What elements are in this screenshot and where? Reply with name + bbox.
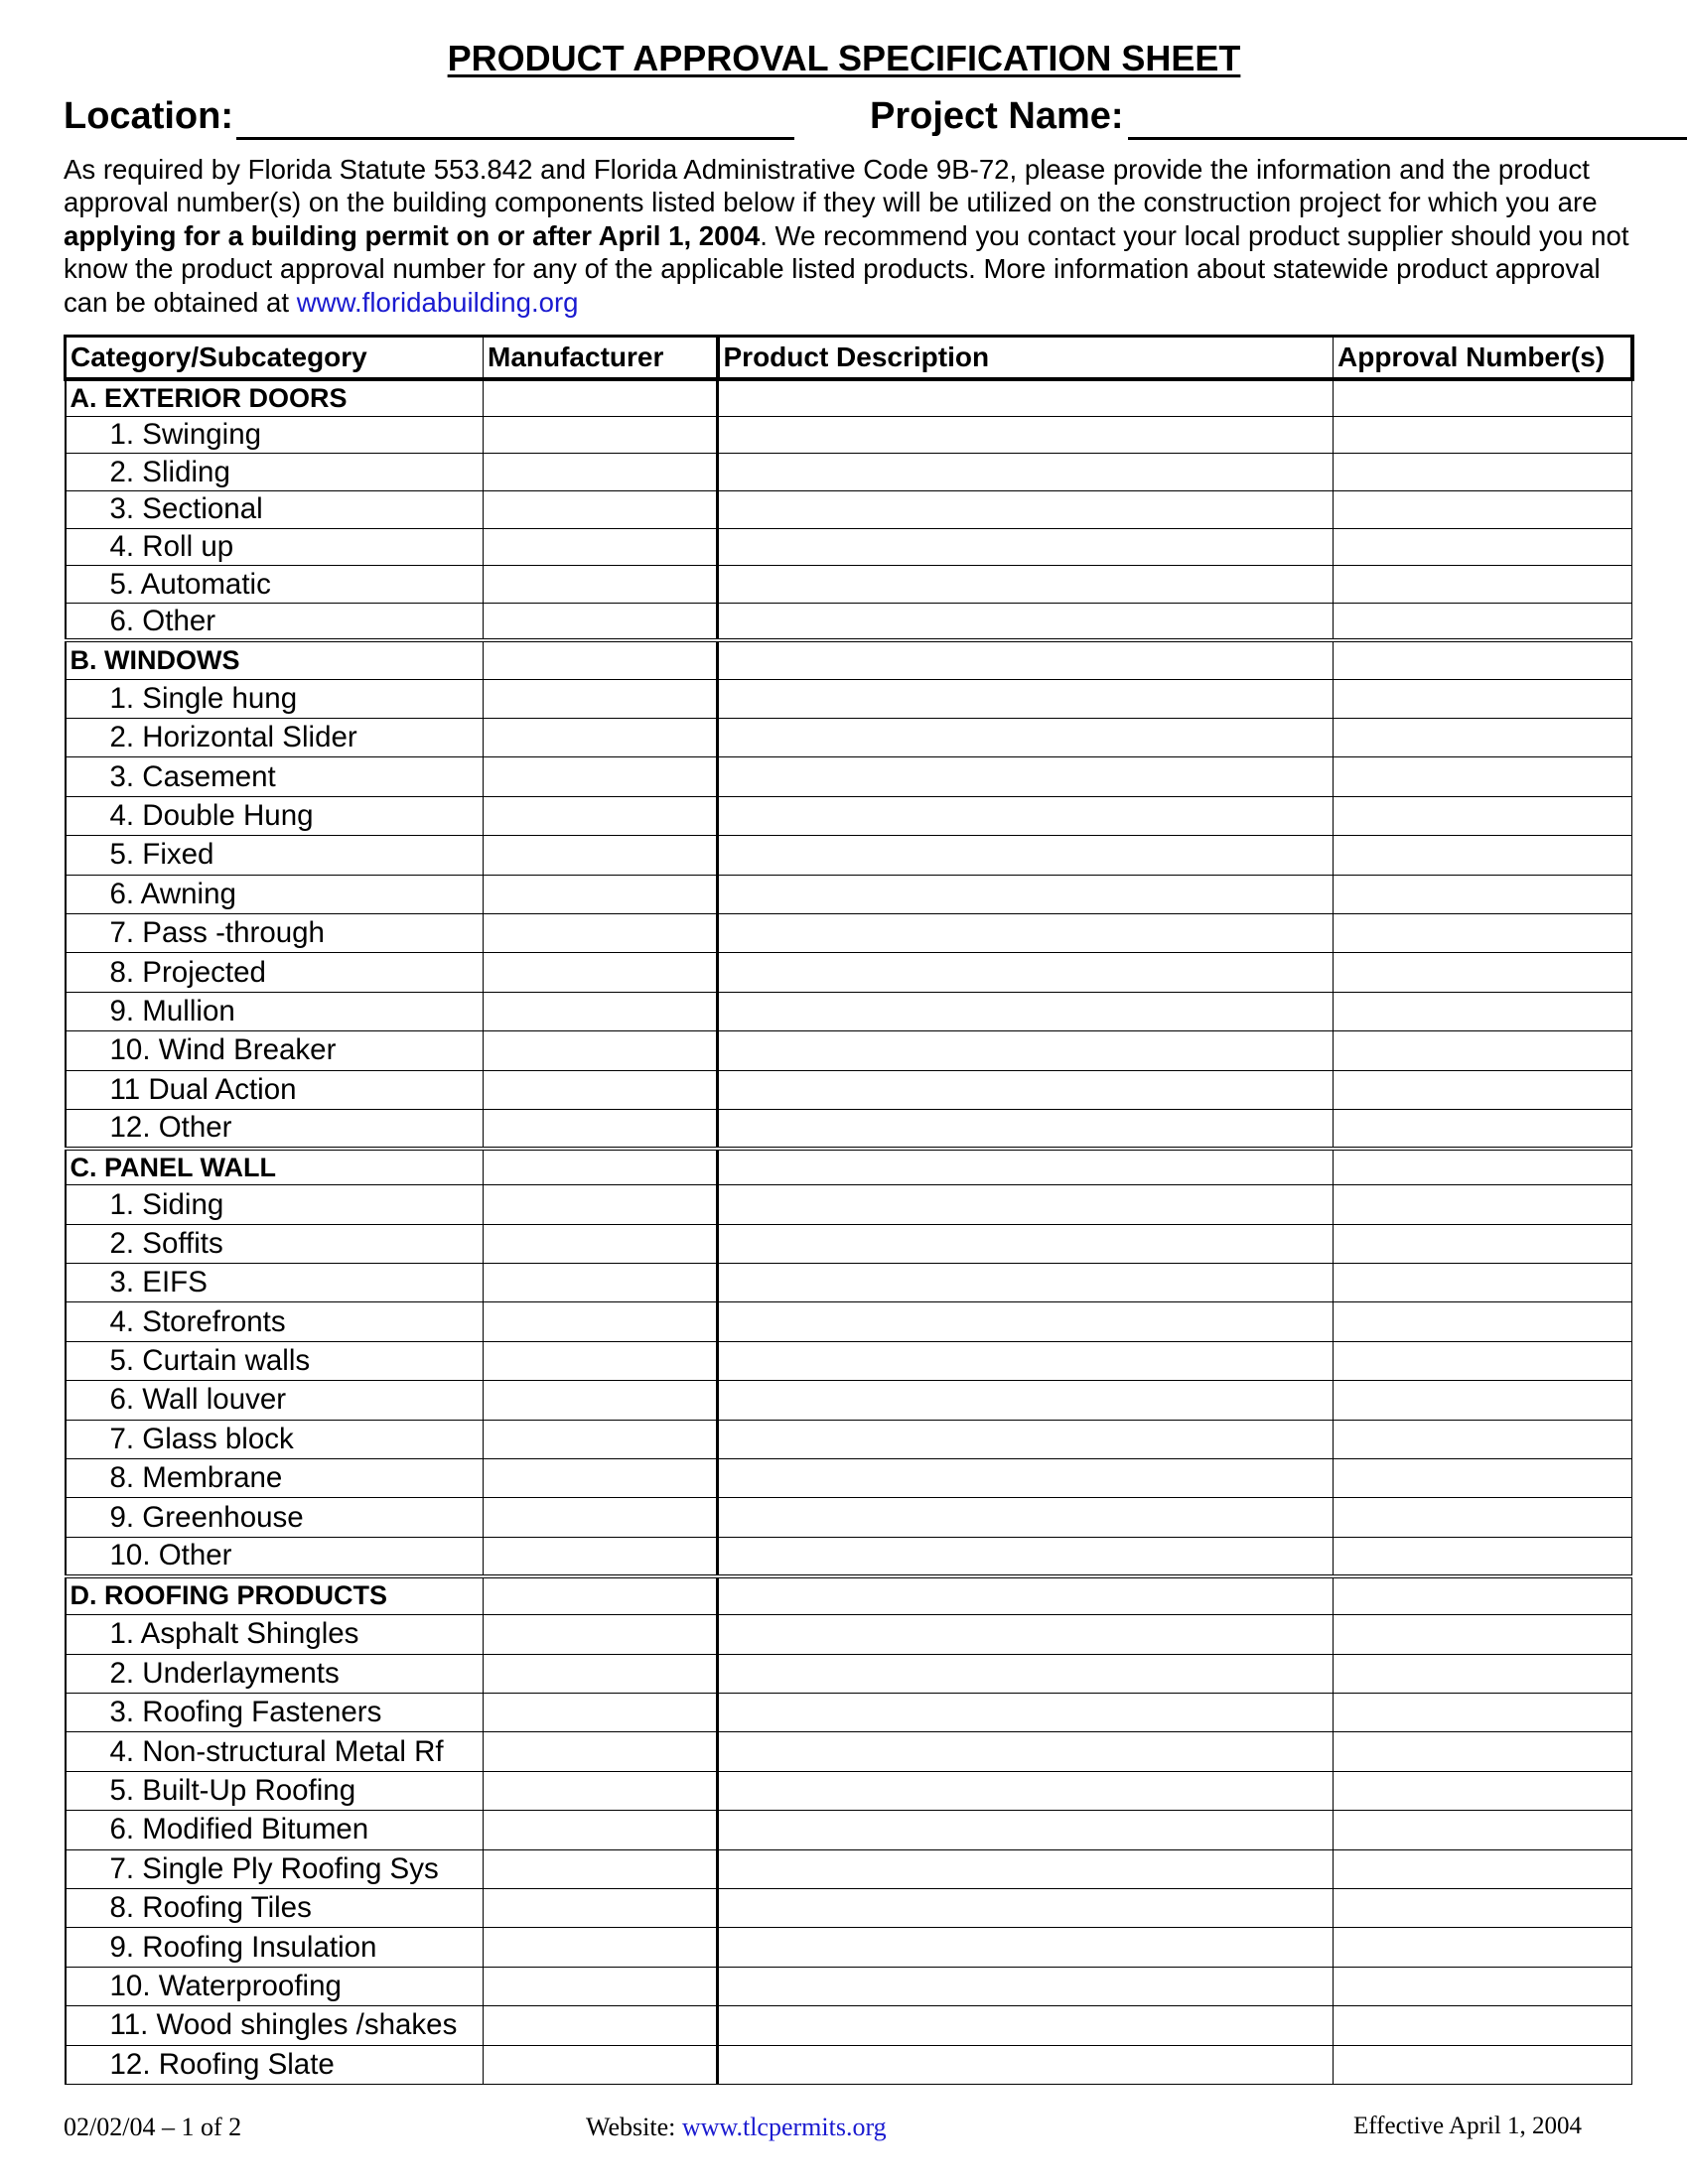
- manufacturer-cell[interactable]: [484, 379, 718, 416]
- category-name: C. PANEL WALL: [66, 1149, 484, 1185]
- subcategory-label: 1. Asphalt Shingles: [66, 1615, 484, 1654]
- manufacturer-cell[interactable]: [484, 1302, 718, 1341]
- approval-number-cell[interactable]: [1334, 1615, 1632, 1654]
- approval-number-cell[interactable]: [1334, 796, 1632, 835]
- table-row: [66, 1694, 1632, 1732]
- approval-number-cell[interactable]: [1334, 953, 1632, 992]
- approval-number-cell[interactable]: [1334, 1185, 1632, 1224]
- subcategory-label: 9. Greenhouse: [66, 1498, 484, 1537]
- category-row: [66, 1149, 1632, 1185]
- subcategory-label: 12. Other: [66, 1109, 484, 1148]
- subcategory-label: 4. Double Hung: [66, 796, 484, 835]
- product-description-cell[interactable]: [718, 528, 1334, 566]
- subcategory-label: 11. Wood shingles /shakes: [66, 2006, 484, 2045]
- subcategory-label: 2. Soffits: [66, 1224, 484, 1263]
- intro-text-2: . We recommend you contact your local product supplier should you not know the product approval number for any of the applicable listed products. More information about statewide product approval can be obtained at: [64, 219, 1629, 318]
- table-row: [66, 1771, 1632, 1810]
- subcategory-label: 4. Storefronts: [66, 1302, 484, 1341]
- subcategory-label: 2. Sliding: [66, 454, 484, 491]
- product-description-cell[interactable]: [718, 1615, 1334, 1654]
- approval-number-cell[interactable]: [1334, 1537, 1632, 1575]
- manufacturer-cell[interactable]: [484, 1537, 718, 1575]
- approval-number-cell[interactable]: [1334, 1498, 1632, 1537]
- approval-number-cell[interactable]: [1334, 1224, 1632, 1263]
- subcategory-label: 6. Awning: [66, 875, 484, 913]
- header-manufacturer: Manufacturer: [484, 337, 718, 380]
- table-row: [66, 1109, 1632, 1148]
- subcategory-label: 2. Underlayments: [66, 1654, 484, 1693]
- table-row: [66, 1849, 1632, 1888]
- manufacturer-cell[interactable]: [484, 1031, 718, 1070]
- subcategory-label: 6. Other: [66, 603, 484, 640]
- table-row: [66, 1928, 1632, 1967]
- manufacturer-cell[interactable]: [484, 2006, 718, 2045]
- footer-effective-date: Effective April 1, 2004: [1353, 2113, 1583, 2139]
- manufacturer-cell[interactable]: [484, 1888, 718, 1927]
- manufacturer-cell[interactable]: [484, 1811, 718, 1849]
- intro-bold-text: applying for a building permit on or after April 1, 2004: [64, 219, 761, 251]
- manufacturer-cell[interactable]: [484, 1341, 718, 1380]
- table-row: [66, 875, 1632, 913]
- table-row: [66, 953, 1632, 992]
- approval-number-cell[interactable]: [1334, 836, 1632, 875]
- approval-number-cell[interactable]: [1334, 640, 1632, 679]
- manufacturer-cell[interactable]: [484, 1771, 718, 1810]
- approval-number-cell[interactable]: [1334, 1381, 1632, 1420]
- subcategory-label: 8. Roofing Tiles: [66, 1888, 484, 1927]
- subcategory-label: 7. Glass block: [66, 1420, 484, 1458]
- approval-number-cell[interactable]: [1334, 454, 1632, 491]
- subcategory-label: 5. Curtain walls: [66, 1341, 484, 1380]
- product-description-cell[interactable]: [718, 454, 1334, 491]
- manufacturer-cell[interactable]: [484, 875, 718, 913]
- table-row: [66, 1888, 1632, 1927]
- product-description-cell[interactable]: [718, 875, 1334, 913]
- product-description-cell[interactable]: [718, 1888, 1334, 1927]
- approval-number-cell[interactable]: [1334, 1811, 1632, 1849]
- product-description-cell[interactable]: [718, 1381, 1334, 1420]
- subcategory-label: 4. Roll up: [66, 528, 484, 566]
- manufacturer-cell[interactable]: [484, 2045, 718, 2084]
- product-description-cell[interactable]: [718, 640, 1334, 679]
- approval-number-cell[interactable]: [1334, 913, 1632, 952]
- project-name-label: Project Name:: [870, 95, 1124, 137]
- footer-website: [586, 2113, 887, 2142]
- manufacturer-cell[interactable]: [484, 1264, 718, 1302]
- manufacturer-cell[interactable]: [484, 1967, 718, 2005]
- approval-number-cell[interactable]: [1334, 2006, 1632, 2045]
- subcategory-label: 2. Horizontal Slider: [66, 719, 484, 757]
- approval-number-cell[interactable]: [1334, 416, 1632, 454]
- product-description-cell[interactable]: [718, 1498, 1334, 1537]
- manufacturer-cell[interactable]: [484, 416, 718, 454]
- product-description-cell[interactable]: [718, 1264, 1334, 1302]
- manufacturer-cell[interactable]: [484, 992, 718, 1030]
- table-row: [66, 1381, 1632, 1420]
- product-description-cell[interactable]: [718, 1224, 1334, 1263]
- product-description-cell[interactable]: [718, 1967, 1334, 2005]
- manufacturer-cell[interactable]: [484, 1615, 718, 1654]
- footer-website-label: Website:: [586, 2113, 682, 2141]
- product-description-cell[interactable]: [718, 1771, 1334, 1810]
- product-description-cell[interactable]: [718, 1149, 1334, 1185]
- tlcpermits-link[interactable]: www.tlcpermits.org: [681, 2113, 887, 2141]
- project-name-field[interactable]: [1128, 137, 1687, 140]
- product-description-cell[interactable]: [718, 1302, 1334, 1341]
- product-description-cell[interactable]: [718, 719, 1334, 757]
- subcategory-label: 3. Sectional: [66, 490, 484, 528]
- subcategory-label: 5. Automatic: [66, 566, 484, 604]
- table-row: [66, 528, 1632, 566]
- approval-number-cell[interactable]: [1334, 566, 1632, 604]
- product-description-cell[interactable]: [718, 679, 1334, 718]
- manufacturer-cell[interactable]: [484, 528, 718, 566]
- approval-number-cell[interactable]: [1334, 379, 1632, 416]
- subcategory-label: 3. Casement: [66, 757, 484, 796]
- table-row: [66, 1302, 1632, 1341]
- product-description-cell[interactable]: [718, 1537, 1334, 1575]
- manufacturer-cell[interactable]: [484, 1109, 718, 1148]
- subcategory-label: 9. Mullion: [66, 992, 484, 1030]
- subcategory-label: 3. EIFS: [66, 1264, 484, 1302]
- manufacturer-cell[interactable]: [484, 1149, 718, 1185]
- category-row: [66, 1576, 1632, 1615]
- product-description-cell[interactable]: [718, 1459, 1334, 1498]
- approval-number-cell[interactable]: [1334, 1031, 1632, 1070]
- product-description-cell[interactable]: [718, 379, 1334, 416]
- product-description-cell[interactable]: [718, 992, 1334, 1030]
- page-title: PRODUCT APPROVAL SPECIFICATION SHEET: [447, 38, 1241, 78]
- table-row: [66, 1420, 1632, 1458]
- table-row: [66, 1070, 1632, 1109]
- table-row: [66, 2006, 1632, 2045]
- product-description-cell[interactable]: [718, 1420, 1334, 1458]
- approval-number-cell[interactable]: [1334, 1341, 1632, 1380]
- table-row: [66, 992, 1632, 1030]
- subcategory-label: 1. Swinging: [66, 416, 484, 454]
- manufacturer-cell[interactable]: [484, 566, 718, 604]
- manufacturer-cell[interactable]: [484, 836, 718, 875]
- floridabuilding-link[interactable]: www.floridabuilding.org: [296, 286, 579, 318]
- manufacturer-cell[interactable]: [484, 640, 718, 679]
- manufacturer-cell[interactable]: [484, 1459, 718, 1498]
- table-row: [66, 1498, 1632, 1537]
- approval-number-cell[interactable]: [1334, 1149, 1632, 1185]
- subcategory-label: 10. Wind Breaker: [66, 1031, 484, 1070]
- intro-paragraph: [64, 153, 1642, 319]
- table-row: [66, 1264, 1632, 1302]
- approval-number-cell[interactable]: [1334, 1264, 1632, 1302]
- manufacturer-cell[interactable]: [484, 1381, 718, 1420]
- manufacturer-cell[interactable]: [484, 1732, 718, 1771]
- approval-number-cell[interactable]: [1334, 679, 1632, 718]
- approval-number-cell[interactable]: [1334, 1694, 1632, 1732]
- table-row: [66, 1537, 1632, 1575]
- manufacturer-cell[interactable]: [484, 719, 718, 757]
- manufacturer-cell[interactable]: [484, 1185, 718, 1224]
- subcategory-label: 6. Modified Bitumen: [66, 1811, 484, 1849]
- product-description-cell[interactable]: [718, 1185, 1334, 1224]
- subcategory-label: 6. Wall louver: [66, 1381, 484, 1420]
- subcategory-label: 3. Roofing Fasteners: [66, 1694, 484, 1732]
- product-description-cell[interactable]: [718, 2045, 1334, 2084]
- product-description-cell[interactable]: [718, 603, 1334, 640]
- approval-number-cell[interactable]: [1334, 875, 1632, 913]
- table-row: [66, 1967, 1632, 2005]
- approval-number-cell[interactable]: [1334, 1109, 1632, 1148]
- subcategory-label: 10. Other: [66, 1537, 484, 1575]
- product-description-cell[interactable]: [718, 913, 1334, 952]
- manufacturer-cell[interactable]: [484, 490, 718, 528]
- approval-number-cell[interactable]: [1334, 1732, 1632, 1771]
- manufacturer-cell[interactable]: [484, 603, 718, 640]
- subcategory-label: 4. Non-structural Metal Rf: [66, 1732, 484, 1771]
- table-row: [66, 1185, 1632, 1224]
- manufacturer-cell[interactable]: [484, 1849, 718, 1888]
- approval-number-cell[interactable]: [1334, 757, 1632, 796]
- manufacturer-cell[interactable]: [484, 1498, 718, 1537]
- intro-text-1: As required by Florida Statute 553.842 and Florida Administrative Code 9B-72, please provide the information and the product approval number(s) on the building components listed below if they will be utilized on the construction project for which you are: [64, 154, 1598, 218]
- category-name: D. ROOFING PRODUCTS: [66, 1576, 484, 1615]
- table-row: [66, 836, 1632, 875]
- subcategory-label: 11 Dual Action: [66, 1070, 484, 1109]
- subcategory-label: 8. Projected: [66, 953, 484, 992]
- approval-number-cell[interactable]: [1334, 1576, 1632, 1615]
- subcategory-label: 12. Roofing Slate: [66, 2045, 484, 2084]
- approval-number-cell[interactable]: [1334, 1849, 1632, 1888]
- subcategory-label: 10. Waterproofing: [66, 1967, 484, 2005]
- approval-number-cell[interactable]: [1334, 1888, 1632, 1927]
- approval-number-cell[interactable]: [1334, 1420, 1632, 1458]
- product-description-cell[interactable]: [718, 796, 1334, 835]
- manufacturer-cell[interactable]: [484, 1224, 718, 1263]
- product-description-cell[interactable]: [718, 416, 1334, 454]
- approval-number-cell[interactable]: [1334, 603, 1632, 640]
- product-description-cell[interactable]: [718, 1109, 1334, 1148]
- product-description-cell[interactable]: [718, 490, 1334, 528]
- subcategory-label: 7. Single Ply Roofing Sys: [66, 1849, 484, 1888]
- subcategory-label: 1. Siding: [66, 1185, 484, 1224]
- approval-number-cell[interactable]: [1334, 528, 1632, 566]
- subcategory-label: 7. Pass -through: [66, 913, 484, 952]
- approval-number-cell[interactable]: [1334, 1302, 1632, 1341]
- header-product-description: Product Description: [718, 337, 1334, 380]
- table-row: [66, 796, 1632, 835]
- subcategory-label: 9. Roofing Insulation: [66, 1928, 484, 1967]
- approval-number-cell[interactable]: [1334, 2045, 1632, 2084]
- table-row: [66, 1031, 1632, 1070]
- approval-number-cell[interactable]: [1334, 1928, 1632, 1967]
- table-row: [66, 1459, 1632, 1498]
- location-field[interactable]: [236, 137, 794, 140]
- table-row: [66, 1654, 1632, 1693]
- category-name: B. WINDOWS: [66, 640, 484, 679]
- subcategory-label: 5. Fixed: [66, 836, 484, 875]
- table-row: [66, 490, 1632, 528]
- manufacturer-cell[interactable]: [484, 757, 718, 796]
- product-description-cell[interactable]: [718, 1694, 1334, 1732]
- header-category: Category/Subcategory: [66, 337, 484, 380]
- product-description-cell[interactable]: [718, 2006, 1334, 2045]
- product-description-cell[interactable]: [718, 836, 1334, 875]
- approval-number-cell[interactable]: [1334, 490, 1632, 528]
- table-row: [66, 719, 1632, 757]
- header-approval-numbers: Approval Number(s): [1334, 337, 1632, 380]
- product-description-cell[interactable]: [718, 1849, 1334, 1888]
- table-row: [66, 1341, 1632, 1380]
- table-row: [66, 416, 1632, 454]
- approval-number-cell[interactable]: [1334, 1771, 1632, 1810]
- product-description-cell[interactable]: [718, 1070, 1334, 1109]
- manufacturer-cell[interactable]: [484, 679, 718, 718]
- approval-number-cell[interactable]: [1334, 1967, 1632, 2005]
- product-description-cell[interactable]: [718, 1654, 1334, 1693]
- manufacturer-cell[interactable]: [484, 1576, 718, 1615]
- table-header-row: [66, 337, 1632, 380]
- manufacturer-cell[interactable]: [484, 913, 718, 952]
- approval-number-cell[interactable]: [1334, 1654, 1632, 1693]
- approval-number-cell[interactable]: [1334, 992, 1632, 1030]
- table-row: [66, 679, 1632, 718]
- approval-number-cell[interactable]: [1334, 1070, 1632, 1109]
- product-description-cell[interactable]: [718, 953, 1334, 992]
- table-row: [66, 1811, 1632, 1849]
- product-description-cell[interactable]: [718, 566, 1334, 604]
- table-row: [66, 913, 1632, 952]
- manufacturer-cell[interactable]: [484, 796, 718, 835]
- table-row: [66, 2045, 1632, 2084]
- subcategory-label: 5. Built-Up Roofing: [66, 1771, 484, 1810]
- category-row: [66, 640, 1632, 679]
- product-description-cell[interactable]: [718, 1928, 1334, 1967]
- manufacturer-cell[interactable]: [484, 1694, 718, 1732]
- table-row: [66, 566, 1632, 604]
- manufacturer-cell[interactable]: [484, 454, 718, 491]
- table-row: [66, 1224, 1632, 1263]
- category-row: [66, 379, 1632, 416]
- footer-page-info: 02/02/04 – 1 of 2: [64, 2113, 242, 2141]
- table-row: [66, 1615, 1632, 1654]
- table-row: [66, 757, 1632, 796]
- subcategory-label: 1. Single hung: [66, 679, 484, 718]
- approval-number-cell[interactable]: [1334, 719, 1632, 757]
- approval-number-cell[interactable]: [1334, 1459, 1632, 1498]
- manufacturer-cell[interactable]: [484, 1654, 718, 1693]
- header-fields: [64, 95, 1632, 143]
- manufacturer-cell[interactable]: [484, 953, 718, 992]
- manufacturer-cell[interactable]: [484, 1928, 718, 1967]
- product-description-cell[interactable]: [718, 757, 1334, 796]
- category-name: A. EXTERIOR DOORS: [66, 379, 484, 416]
- table-row: [66, 1732, 1632, 1771]
- product-description-cell[interactable]: [718, 1341, 1334, 1380]
- product-table: [64, 335, 1634, 2085]
- subcategory-label: 8. Membrane: [66, 1459, 484, 1498]
- table-row: [66, 603, 1632, 640]
- product-description-cell[interactable]: [718, 1576, 1334, 1615]
- location-label: Location:: [64, 95, 233, 137]
- manufacturer-cell[interactable]: [484, 1070, 718, 1109]
- product-description-cell[interactable]: [718, 1811, 1334, 1849]
- product-description-cell[interactable]: [718, 1031, 1334, 1070]
- product-description-cell[interactable]: [718, 1732, 1334, 1771]
- manufacturer-cell[interactable]: [484, 1420, 718, 1458]
- table-row: [66, 454, 1632, 491]
